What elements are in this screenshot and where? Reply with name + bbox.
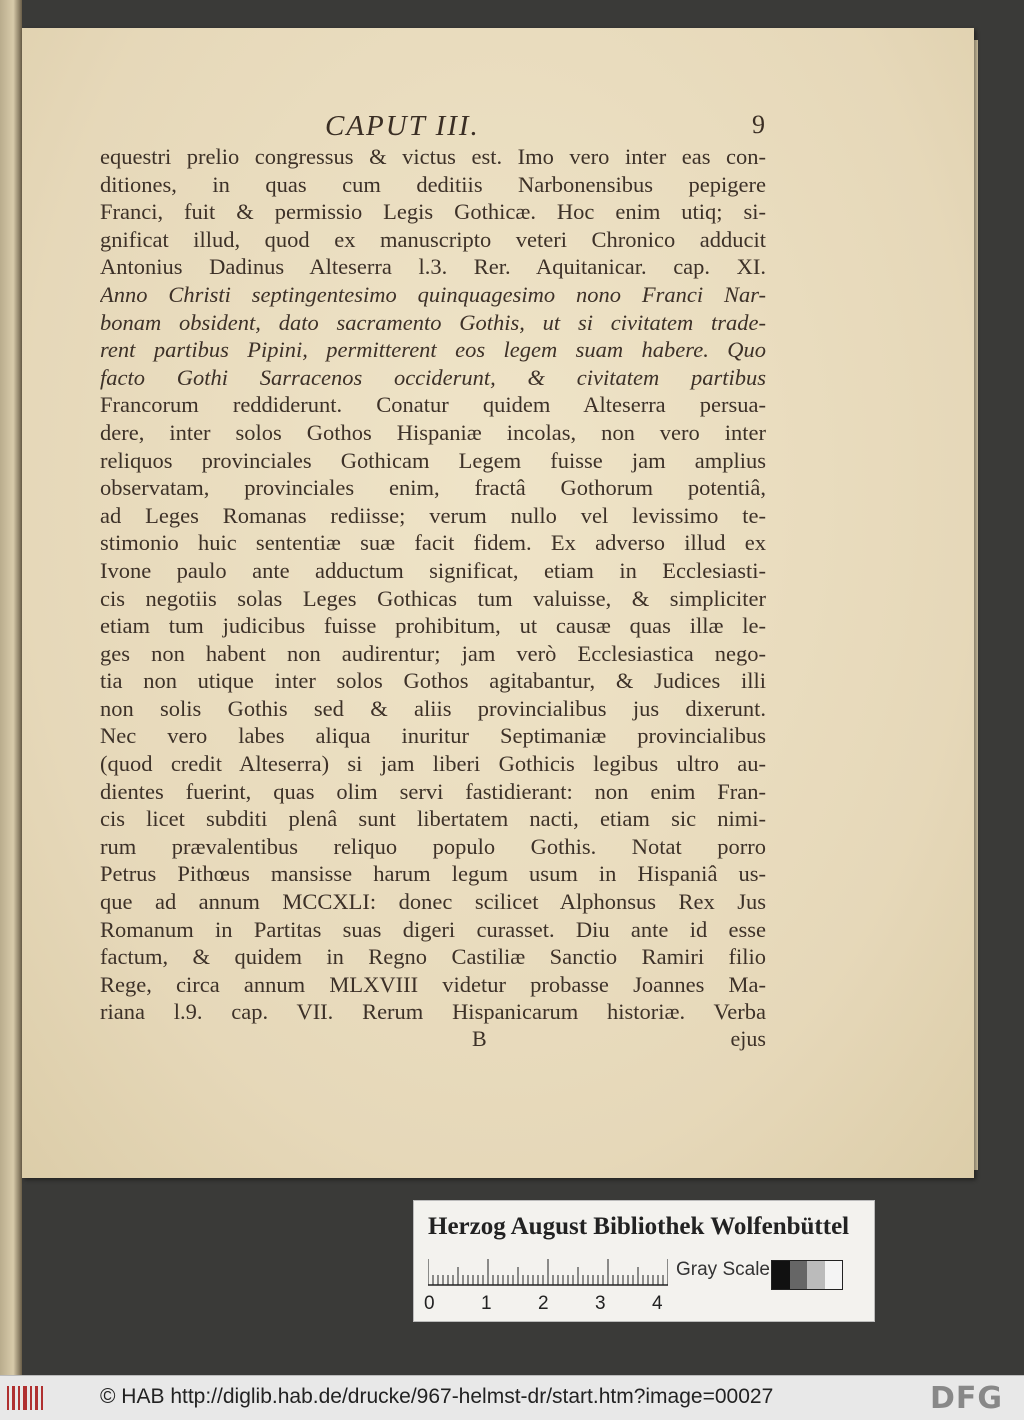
text-line: rum prævalentibus reliquo populo Gothis. Notat porro [100, 833, 766, 859]
text-line: Petrus Pithœus mansisse harum legum usum in Hispaniâ us- [100, 861, 766, 887]
running-head: CAPUT III. [325, 110, 480, 142]
text-line: rent partibus Pipini, permitterent eos legem suam habere. Quo [100, 337, 766, 363]
text-line: ad Leges Romanas rediisse; verum nullo vel levissimo te- [100, 502, 766, 528]
text-line: ditiones, in quas cum deditiis Narbonensibus pepigere [100, 171, 766, 197]
ruler-number: 1 [481, 1293, 492, 1314]
text-line: cis licet subditi plenâ sunt libertatem nacti, etiam sic nimi- [100, 806, 766, 832]
text-line: etiam tum judicibus fuisse prohibitum, ut causæ quas illæ le- [100, 613, 766, 639]
body-text [100, 143, 766, 1026]
page-number: 9 [752, 110, 765, 139]
text-line: non solis Gothis sed & aliis provincialibus jus dixerunt. [100, 695, 766, 721]
page-header [95, 110, 765, 146]
dfg-logo: DFG [930, 1381, 1004, 1416]
footer-bar [0, 1375, 1024, 1420]
signature-mark: B [472, 1026, 487, 1051]
catchword: ejus [730, 1026, 766, 1051]
text-line: ges non habent non audirentur; jam verò Ecclesiastica nego- [100, 640, 766, 666]
adjacent-page-edge [0, 0, 22, 1375]
text-line: Franci, fuit & permissio Legis Gothicæ. Hoc enim utiq; si- [100, 199, 766, 225]
ruler-number: 0 [424, 1293, 435, 1314]
text-line: Antonius Dadinus Alteserra l.3. Rer. Aquitanicar. cap. XI. [100, 254, 766, 280]
ruler-number: 4 [652, 1293, 663, 1314]
text-line: tia non utique inter solos Gothos agitabantur, & Judices illi [100, 668, 766, 694]
text-line: factum, & quidem in Regno Castiliæ Sanctio Ramiri filio [100, 944, 766, 970]
text-line: riana l.9. cap. VII. Rerum Hispanicarum historiæ. Verba [100, 999, 766, 1025]
library-color-card [413, 1200, 875, 1322]
copyright-url[interactable]: © HAB http://diglib.hab.de/drucke/967-helmst-dr/start.htm?image=00027 [100, 1385, 774, 1408]
ruler-numbers [424, 1293, 674, 1317]
text-line: observatam, provinciales enim, fractâ Gothorum potentiâ, [100, 475, 766, 501]
gray-scale-label: Gray Scale [676, 1259, 770, 1280]
text-line: facto Gothi Sarracenos occiderunt, & civitatem partibus [100, 364, 766, 390]
text-line: Francorum reddiderunt. Conatur quidem Alteserra persua- [100, 392, 766, 418]
text-line: bonam obsident, dato sacramento Gothis, ut si civitatem trade- [100, 309, 766, 335]
ruler-number: 2 [538, 1293, 549, 1314]
text-line: que ad annum MCCXLI: donec scilicet Alphonsus Rex Jus [100, 889, 766, 915]
text-line: Anno Christi septingentesimo quinquagesimo nono Franci Nar- [100, 281, 766, 307]
signature-line [100, 1026, 766, 1056]
text-line: Romanum in Partitas suas digeri curasset. Diu ante id esse [100, 916, 766, 942]
text-line: cis negotiis solas Leges Gothicas tum valuisse, & simpliciter [100, 585, 766, 611]
text-line: gnificat illud, quod ex manuscripto veteri Chronico adducit [100, 226, 766, 252]
text-line: equestri prelio congressus & victus est. Imo vero inter eas con- [100, 144, 766, 169]
text-line: (quod credit Alteserra) si jam liberi Gothicis legibus ultro au- [100, 751, 766, 777]
text-line: Rege, circa annum MLXVIII videtur probasse Joannes Ma- [100, 971, 766, 997]
scale-ruler [428, 1257, 668, 1287]
text-line: Nec vero labes aliqua inuritur Septimaniæ provincialibus [100, 723, 766, 749]
ruler-number: 3 [595, 1293, 606, 1314]
gray-scale-swatch [771, 1260, 843, 1290]
text-line: Ivone paulo ante adductum significat, etiam in Ecclesiasti- [100, 557, 766, 583]
text-line: stimonio huic sententiæ suæ facit fidem. Ex adverso illud ex [100, 530, 766, 556]
text-line: reliquos provinciales Gothicam Legem fuisse jam amplius [100, 447, 766, 473]
text-line: dientes fuerint, quas olim servi fastidierant: non enim Fran- [100, 778, 766, 804]
barcode-icon [6, 1384, 44, 1412]
text-line: dere, inter solos Gothos Hispaniæ incolas, non vero inter [100, 419, 766, 445]
library-name: Herzog August Bibliothek Wolfenbüttel [428, 1213, 850, 1240]
